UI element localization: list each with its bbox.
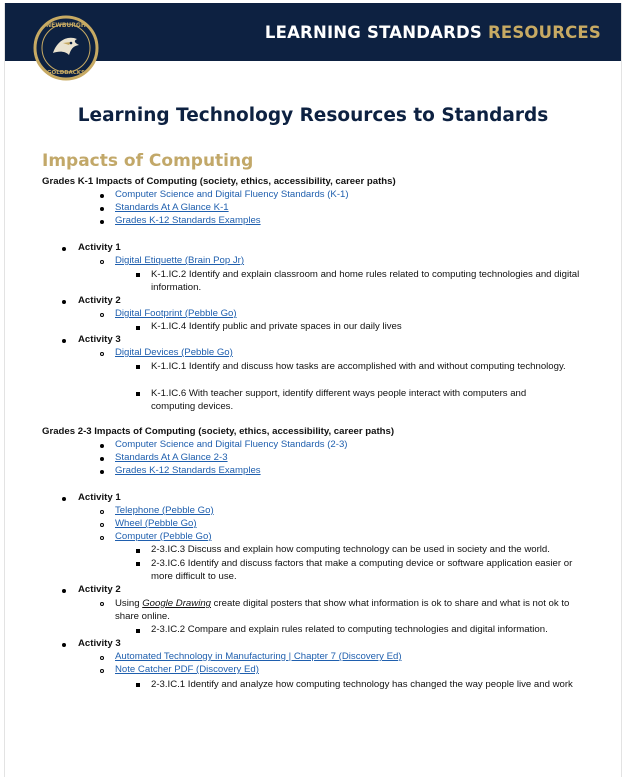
k1-activity3-standard-2: K-1.IC.6 With teacher support, identify different ways people interact with computers and computing devices.	[151, 388, 527, 412]
k1-activity3-label: Activity 3	[78, 334, 121, 345]
bullet-ring	[100, 536, 104, 540]
section-heading: Impacts of Computing	[42, 151, 254, 171]
bullet-ring	[100, 523, 104, 527]
k1-activity2-label: Activity 2	[78, 295, 121, 306]
google-drawing-link[interactable]: Google Drawing	[142, 598, 211, 609]
k1-activity3-resource[interactable]: Digital Devices (Pebble Go)	[115, 347, 233, 358]
g23-activity1-label: Activity 1	[78, 492, 121, 503]
bullet-dot	[62, 247, 66, 251]
g23-heading: Grades 2-3 Impacts of Computing (society, ethics, accessibility, career paths)	[42, 426, 395, 437]
k1-activity1-resource[interactable]: Digital Etiquette (Brain Pop Jr)	[115, 255, 245, 266]
bullet-ring	[100, 352, 104, 356]
bullet-square	[136, 326, 140, 330]
k1-activity1-standard: K-1.IC.2 Identify and explain classroom and home rules related to computing technologies and digital information.	[151, 269, 580, 293]
document-title: Learning Technology Resources to Standards	[77, 105, 549, 126]
bullet-ring	[100, 260, 104, 264]
bullet-ring	[100, 313, 104, 317]
bullet-dot	[100, 444, 104, 448]
g23-link-at-a-glance[interactable]: Standards At A Glance 2-3	[115, 452, 228, 463]
bullet-dot	[62, 643, 66, 647]
bullet-dot	[62, 300, 66, 304]
bullet-dot	[62, 589, 66, 593]
k1-link-at-a-glance[interactable]: Standards At A Glance K-1	[115, 202, 229, 213]
bullet-square	[136, 549, 140, 553]
bullet-ring	[100, 602, 104, 606]
bullet-ring	[100, 656, 104, 660]
bullet-dot	[100, 207, 104, 211]
bullet-dot	[100, 194, 104, 198]
g23-activity2-standard: 2-3.IC.2 Compare and explain rules related to computing technologies and digital information.	[151, 624, 548, 635]
bullet-dot	[100, 470, 104, 474]
bullet-square	[136, 562, 140, 566]
bullet-ring	[100, 669, 104, 673]
k1-activity1-label: Activity 1	[78, 242, 121, 253]
g23-activity1-resource-computer[interactable]: Computer (Pebble Go)	[115, 531, 212, 542]
bullet-dot	[62, 339, 66, 343]
k1-activity2-standard: K-1.IC.4 Identify public and private spaces in our daily lives	[151, 321, 402, 332]
bullet-dot	[62, 497, 66, 501]
k1-activity2-resource[interactable]: Digital Footprint (Pebble Go)	[115, 308, 237, 319]
banner-title-accent: RESOURCES	[487, 23, 601, 42]
g23-activity1-standard-1: 2-3.IC.3 Discuss and explain how computing technology can be used in society and the world.	[151, 544, 550, 555]
g23-activity2-text-after: create digital posters that show what information is ok to share and what is not ok to share online.	[115, 598, 570, 622]
k1-link-cs-standards[interactable]: Computer Science and Digital Fluency Standards (K-1)	[115, 189, 349, 200]
logo-text-top: NEWBURGH	[46, 22, 86, 29]
bullet-square	[136, 392, 140, 396]
k1-link-examples[interactable]: Grades K-12 Standards Examples	[115, 215, 261, 226]
g23-activity3-label: Activity 3	[78, 638, 121, 649]
bullet-square	[136, 273, 140, 277]
g23-activity1-resource-telephone[interactable]: Telephone (Pebble Go)	[115, 505, 214, 516]
g23-activity1-standard-2: 2-3.IC.6 Identify and discuss factors that make a computing device or software application easier or more difficult to use.	[151, 558, 573, 582]
g23-activity2-text-before: Using	[115, 598, 143, 609]
bullet-dot	[100, 220, 104, 224]
document-page	[4, 3, 622, 777]
banner-title-main: LEARNING STANDARDS	[264, 23, 482, 42]
g23-activity2-description	[115, 597, 595, 623]
bullet-ring	[100, 510, 104, 514]
newburgh-goldbacks-logo	[33, 15, 99, 81]
g23-activity3-resource-video[interactable]: Automated Technology in Manufacturing | Chapter 7 (Discovery Ed)	[115, 651, 402, 662]
banner-title	[265, 23, 601, 42]
k1-activity3-standard-1: K-1.IC.1 Identify and discuss how tasks are accomplished with and without computing technology.	[151, 361, 566, 372]
g23-activity3-standard: 2-3.IC.1 Identify and analyze how computing technology has changed the way people live and work	[151, 679, 573, 690]
bullet-square	[136, 629, 140, 633]
logo-text-bottom: GOLDBACKS	[47, 70, 85, 76]
bullet-square	[136, 683, 140, 687]
bullet-square	[136, 365, 140, 369]
g23-activity3-resource-note-catcher[interactable]: Note Catcher PDF (Discovery Ed)	[115, 664, 259, 675]
bullet-dot	[100, 457, 104, 461]
k1-heading: Grades K-1 Impacts of Computing (society, ethics, accessibility, career paths)	[42, 176, 396, 187]
g23-activity1-resource-wheel[interactable]: Wheel (Pebble Go)	[115, 518, 197, 529]
g23-link-cs-standards[interactable]: Computer Science and Digital Fluency Standards (2-3)	[115, 439, 348, 450]
g23-activity2-label: Activity 2	[78, 584, 121, 595]
g23-link-examples[interactable]: Grades K-12 Standards Examples	[115, 465, 261, 476]
